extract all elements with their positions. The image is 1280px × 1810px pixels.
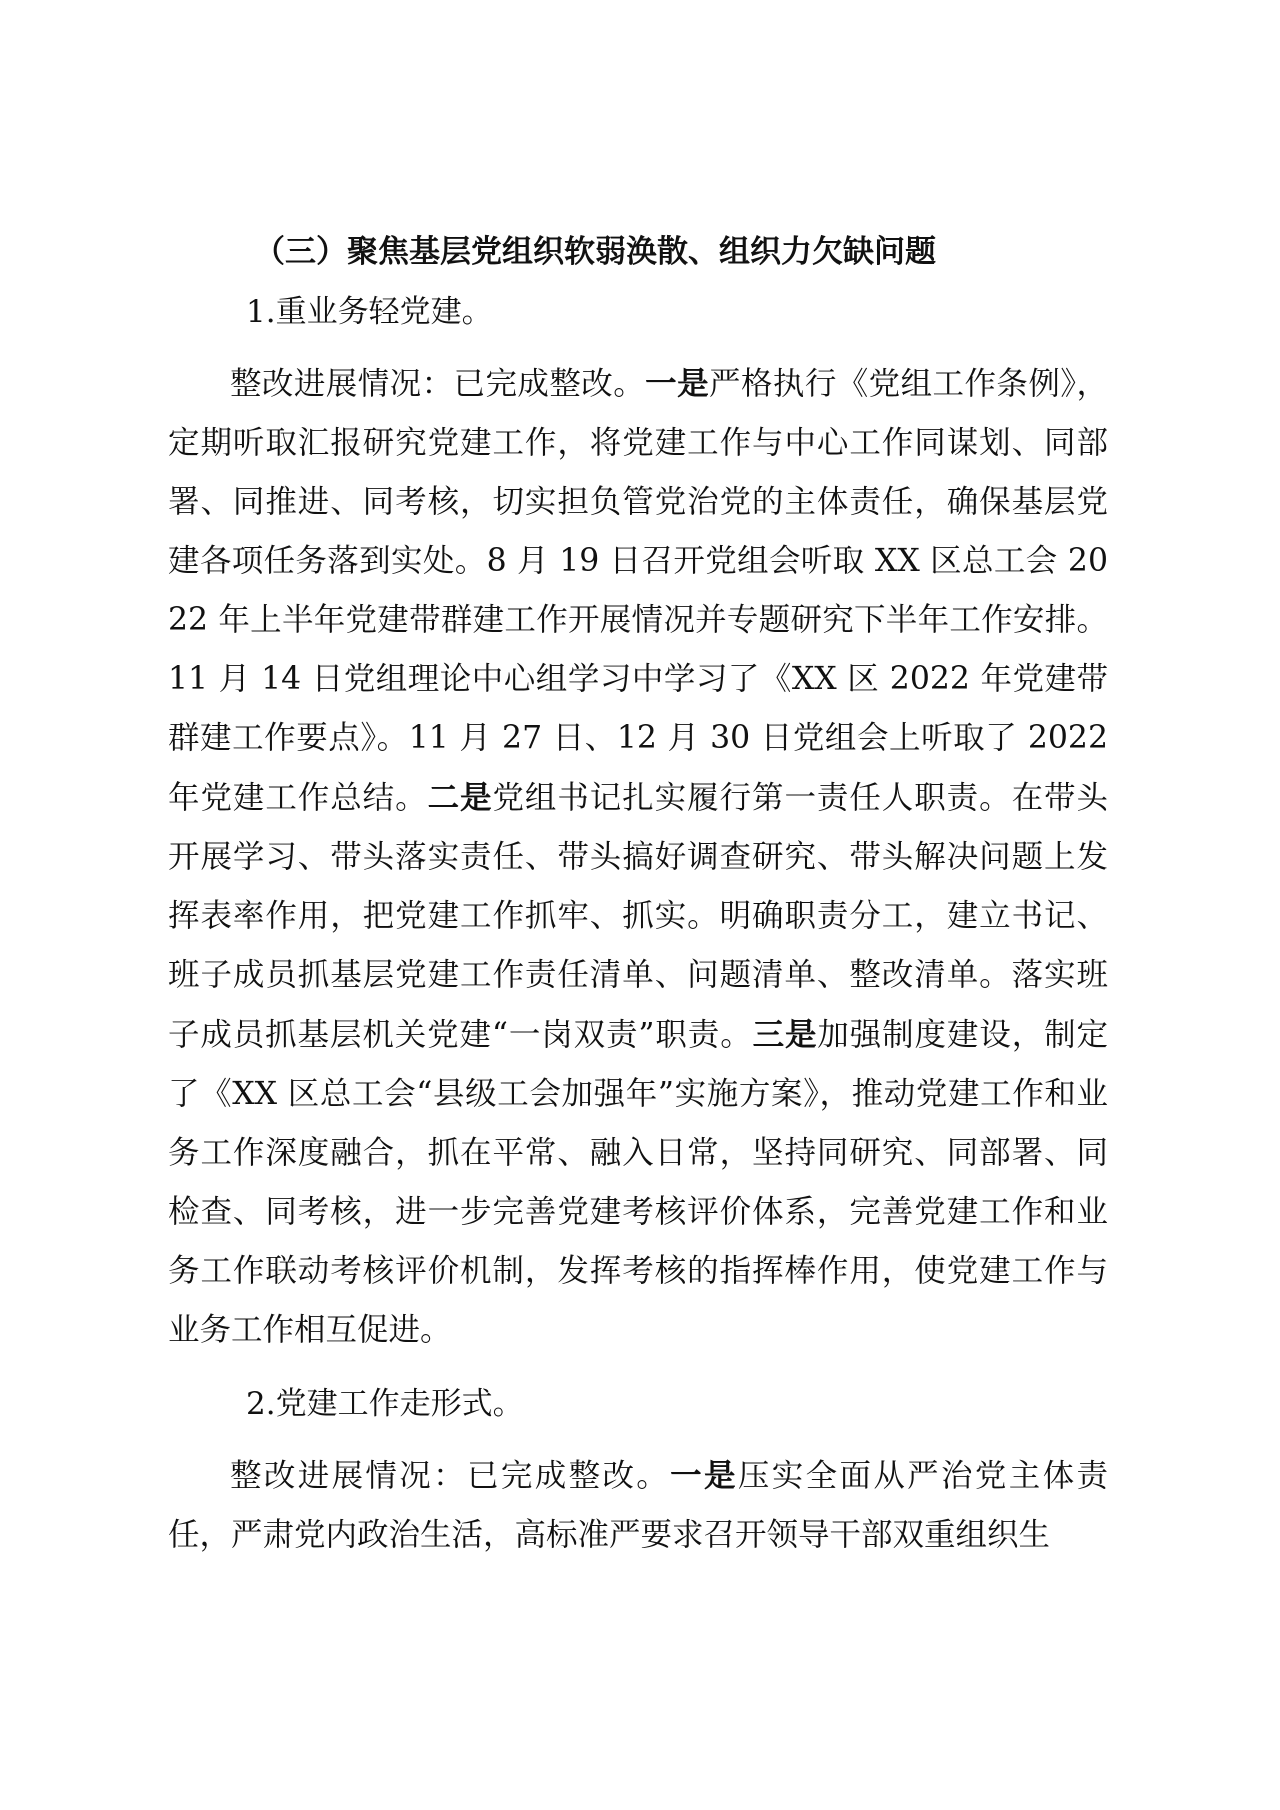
point-text-first: 压实全面从严治党主体责任，严肃党内政治生活，高标准严要求召开领导干部双重组织生 (168, 1458, 1108, 1553)
item-paragraph-1 (168, 354, 1108, 1360)
item-title-2: 2.党建工作走形式。 (246, 1386, 524, 1422)
item-paragraph-2 (168, 1446, 1108, 1565)
point-text-second: 党组书记扎实履行第一责任人职责。在带头开展学习、带头落实责任、带头搞好调查研究、带头解决问题上发挥表率作用，把党建工作抓牢、抓实。明确职责分工，建立书记、班子成员抓基层党建工作责任清单、问题清单、整改清单。落实班子成员抓基层机关党建“一岗双责”职责。 (168, 780, 1108, 1053)
point-marker-second: 二是 (427, 779, 493, 816)
point-text-first: 严格执行《党组工作条例》，定期听取汇报研究党建工作，将党建工作与中心工作同谋划、同部署、同推进、同考核，切实担负管党治党的主体责任，确保基层党建各项任务落到实处。8 月 19 日召开党组会听取 XX 区总工会 2022 年上半年党建带群建工作开展情况并专题研究下半年工作安排。11 月 14 日党组理论中心组学习中学习了《XX 区 2022 年党建带群建工作要点》。11 月 27 日、12 月 30 日党组会上听取了 2022 年党建工作总结。 (168, 366, 1108, 816)
point-marker-first: 一是 (645, 365, 710, 402)
document-body (168, 232, 1108, 1565)
point-marker-third: 三是 (752, 1016, 818, 1053)
point-text-third: 加强制度建设，制定了《XX 区总工会“县级工会加强年”实施方案》，推动党建工作和业务工作深度融合，抓在平常、融入日常，坚持同研究、同部署、同检查、同考核，进一步完善党建考核评价体系，完善党建工作和业务工作联动考核评价机制，发挥考核的指挥棒作用，使党建工作与业务工作相互促进。 (168, 1017, 1108, 1348)
item-title-1: 1.重业务轻党建。 (246, 294, 493, 330)
progress-label: 整改进展情况：已完成整改。 (230, 1458, 671, 1494)
progress-label: 整改进展情况：已完成整改。 (230, 366, 646, 402)
point-marker-first: 一是 (670, 1457, 738, 1494)
section-heading: （三）聚焦基层党组织软弱涣散、组织力欠缺问题 (254, 234, 936, 270)
